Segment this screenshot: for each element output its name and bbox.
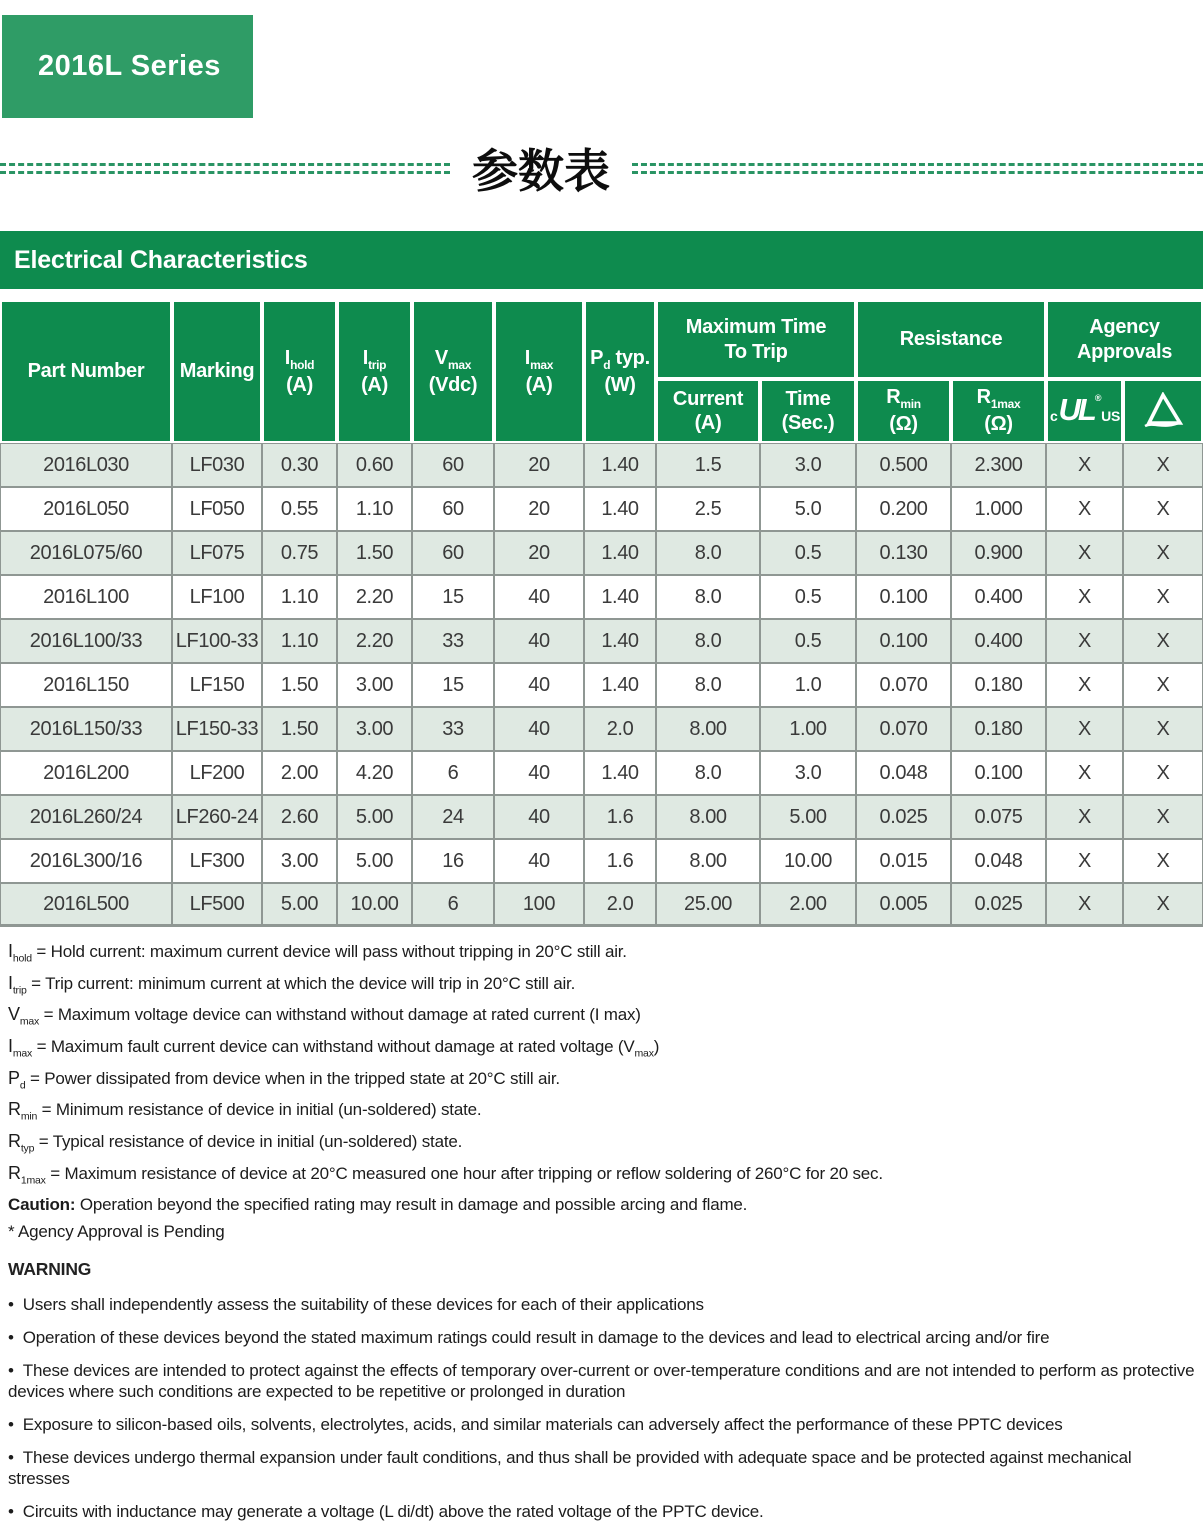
cell-approval-triangle: X	[1123, 575, 1203, 619]
cell-p-d-typ: 1.40	[584, 487, 656, 531]
table-row	[0, 839, 1203, 883]
cell-approval-triangle: X	[1123, 883, 1203, 927]
warning-bullet: • Operation of these devices beyond the stated maximum ratings could result in damage to the devices and lead to electrical arcing and/or fire	[8, 1327, 1050, 1347]
table-row	[0, 663, 1203, 707]
cell-v-max: 15	[412, 663, 494, 707]
cell-v-max: 16	[412, 839, 494, 883]
cell-trip-time: 5.0	[760, 487, 856, 531]
cell-r-1max: 0.048	[951, 839, 1046, 883]
note-line: $I_{trip}$ = Trip current: minimum current at which the device will trip in 20°C still air.	[8, 972, 576, 997]
cell-part-number: 2016L200	[0, 751, 172, 795]
cell-i-max: 40	[494, 839, 584, 883]
cell-trip-current: 8.00	[656, 839, 760, 883]
cell-trip-current: 1.5	[656, 443, 760, 487]
col-header-trip-current: Current (A)	[656, 379, 760, 443]
cell-p-d-typ: 2.0	[584, 883, 656, 927]
col-header-part-number: Part Number	[0, 300, 172, 443]
section-title: Electrical Characteristics	[14, 245, 308, 274]
cell-p-d-typ: 1.40	[584, 619, 656, 663]
table-row	[0, 707, 1203, 751]
cell-trip-time: 0.5	[760, 619, 856, 663]
bullet-icon: •	[8, 1502, 14, 1522]
cell-i-hold: 5.00	[262, 883, 337, 927]
col-header-marking: Marking	[172, 300, 262, 443]
cell-i-hold: 1.10	[262, 619, 337, 663]
bullet-icon: •	[8, 1448, 14, 1468]
cell-i-trip: 5.00	[337, 839, 412, 883]
note-line: $I_{max}$ = Maximum fault current device can withstand without damage at rated voltage $(V_{max})$	[8, 1036, 660, 1060]
note-symbol: $P_d$	[8, 1067, 26, 1092]
cell-approval-triangle: X	[1123, 663, 1203, 707]
warning-bullet: • These devices are intended to protect against the effects of temporary over-current or over-temperature conditions and are not intended to perform as protective devices where such conditions are expected to be repetitive or prolonged in duration	[8, 1360, 1195, 1402]
cell-trip-current: 8.0	[656, 619, 760, 663]
table-row	[0, 751, 1203, 795]
cell-p-d-typ: 1.40	[584, 575, 656, 619]
note-symbol: $R_{1max}$	[8, 1162, 46, 1187]
cell-trip-time: 1.0	[760, 663, 856, 707]
cell-i-max: 40	[494, 751, 584, 795]
cell-marking: LF075	[172, 531, 262, 575]
cell-v-max: 60	[412, 487, 494, 531]
cell-trip-time: 10.00	[760, 839, 856, 883]
cell-trip-current: 8.00	[656, 795, 760, 839]
cell-i-trip: 2.20	[337, 575, 412, 619]
cell-r-1max: 0.900	[951, 531, 1046, 575]
cell-trip-current: 2.5	[656, 487, 760, 531]
triangle-cert-icon	[1140, 392, 1186, 430]
cell-marking: LF100-33	[172, 619, 262, 663]
cell-i-max: 40	[494, 707, 584, 751]
cell-trip-current: 8.00	[656, 707, 760, 751]
table-row	[0, 883, 1203, 927]
cell-approval-triangle: X	[1123, 619, 1203, 663]
cell-i-trip: 3.00	[337, 707, 412, 751]
cell-r-1max: 0.075	[951, 795, 1046, 839]
cell-trip-time: 1.00	[760, 707, 856, 751]
cell-r-min: 0.070	[856, 663, 951, 707]
cell-r-1max: 0.180	[951, 663, 1046, 707]
col-header-cul-us	[1046, 379, 1123, 443]
series-title-box	[2, 15, 253, 118]
note-line: $V_{max}$ = Maximum voltage device can withstand without damage at rated current (I max)	[8, 1004, 641, 1028]
cell-r-1max: 0.400	[951, 575, 1046, 619]
warning-bullet: • Circuits with inductance may generate a voltage (L di/dt) above the rated voltage of the PPTC device.	[8, 1502, 764, 1522]
cell-r-min: 0.130	[856, 531, 951, 575]
cell-part-number: 2016L260/24	[0, 795, 172, 839]
cell-part-number: 2016L075/60	[0, 531, 172, 575]
cell-r-min: 0.100	[856, 575, 951, 619]
cell-v-max: 6	[412, 751, 494, 795]
cell-marking: LF300	[172, 839, 262, 883]
note-line: $I_{hold}$ = Hold current: maximum current device will pass without tripping in 20°C still air.	[8, 941, 627, 965]
table-row	[0, 575, 1203, 619]
note-symbol: $R_{typ}$	[8, 1131, 35, 1155]
cell-r-1max: 2.300	[951, 443, 1046, 487]
footnotes	[8, 941, 1203, 1243]
warning-bullet: • These devices undergo thermal expansion under fault conditions, and thus shall be provided with adequate space and be protected against mechanical stresses	[8, 1448, 1132, 1489]
cell-i-hold: 1.10	[262, 575, 337, 619]
cell-i-max: 100	[494, 883, 584, 927]
warning-title: WARNING	[8, 1258, 92, 1279]
col-header-p-d-typ: $P_d$ typ. (W)	[584, 300, 656, 443]
cell-r-min: 0.005	[856, 883, 951, 927]
cell-marking: LF500	[172, 883, 262, 927]
table-row	[0, 795, 1203, 839]
group-header-max-time-to-trip: Maximum Time To Trip	[656, 300, 856, 379]
table-row	[0, 487, 1203, 531]
cell-v-max: 24	[412, 795, 494, 839]
cell-r-1max: 0.100	[951, 751, 1046, 795]
table-row	[0, 531, 1203, 575]
cell-approval-triangle: X	[1123, 839, 1203, 883]
cell-marking: LF030	[172, 443, 262, 487]
cell-marking: LF200	[172, 751, 262, 795]
group-header-agency-approvals: Agency Approvals	[1046, 300, 1203, 379]
warning-bullet: • Exposure to silicon-based oils, solvents, electrolytes, acids, and similar materials can adversely affect the performance of these PPTC devices	[8, 1415, 1063, 1435]
caution-note: Caution: Operation beyond the specified rating may result in damage and possible arcing and flame.	[8, 1194, 748, 1214]
note-line: $R_{typ}$ = Typical resistance of device in initial (un-soldered) state.	[8, 1131, 463, 1155]
cell-trip-time: 3.0	[760, 751, 856, 795]
cell-r-1max: 0.025	[951, 883, 1046, 927]
cell-i-hold: 0.55	[262, 487, 337, 531]
cell-i-trip: 3.00	[337, 663, 412, 707]
electrical-characteristics-table	[0, 300, 1203, 927]
cell-p-d-typ: 1.6	[584, 795, 656, 839]
cell-i-trip: 2.20	[337, 619, 412, 663]
cell-part-number: 2016L100/33	[0, 619, 172, 663]
table-body	[0, 443, 1203, 927]
cell-approval-cul-us: X	[1046, 883, 1123, 927]
cell-r-min: 0.100	[856, 619, 951, 663]
datasheet-page	[0, 15, 1203, 1522]
cell-marking: LF150	[172, 663, 262, 707]
cell-approval-cul-us: X	[1046, 575, 1123, 619]
cell-i-trip: 0.60	[337, 443, 412, 487]
col-header-i-max: $I_{max}$ (A)	[494, 300, 584, 443]
cell-i-trip: 5.00	[337, 795, 412, 839]
cell-trip-time: 3.0	[760, 443, 856, 487]
cell-i-hold: 3.00	[262, 839, 337, 883]
cell-approval-cul-us: X	[1046, 795, 1123, 839]
cell-trip-current: 8.0	[656, 575, 760, 619]
cell-marking: LF100	[172, 575, 262, 619]
series-title: 2016L Series	[38, 50, 221, 82]
cell-approval-triangle: X	[1123, 795, 1203, 839]
warning-bullet: • Users shall independently assess the suitability of these devices for each of their applications	[8, 1294, 704, 1314]
note-symbol: $V_{max}$	[8, 1004, 40, 1028]
cell-marking: LF260-24	[172, 795, 262, 839]
cell-approval-triangle: X	[1123, 751, 1203, 795]
cell-v-max: 15	[412, 575, 494, 619]
cell-v-max: 33	[412, 619, 494, 663]
cell-r-1max: 1.000	[951, 487, 1046, 531]
cell-r-min: 0.070	[856, 707, 951, 751]
cell-r-min: 0.048	[856, 751, 951, 795]
bullet-icon: •	[8, 1360, 14, 1380]
col-header-i-trip: $I_{trip}$ (A)	[337, 300, 412, 443]
cell-i-hold: 2.00	[262, 751, 337, 795]
cell-i-trip: 1.50	[337, 531, 412, 575]
note-symbol: $I_{trip}$	[8, 972, 27, 997]
chinese-section-title: 参数表	[472, 144, 610, 198]
cell-i-max: 40	[494, 795, 584, 839]
cell-part-number: 2016L100	[0, 575, 172, 619]
col-header-r-min: $R_{min}$ (Ω)	[856, 379, 951, 443]
cell-r-min: 0.025	[856, 795, 951, 839]
cell-part-number: 2016L150/33	[0, 707, 172, 751]
cell-trip-current: 8.0	[656, 531, 760, 575]
cell-approval-cul-us: X	[1046, 619, 1123, 663]
notes-list	[8, 941, 1203, 1187]
cell-approval-cul-us: X	[1046, 443, 1123, 487]
cell-i-hold: 1.50	[262, 663, 337, 707]
bullet-icon: •	[8, 1327, 14, 1347]
cell-p-d-typ: 1.40	[584, 663, 656, 707]
section-divider	[0, 136, 1203, 200]
cell-v-max: 33	[412, 707, 494, 751]
group-header-resistance: Resistance	[856, 300, 1046, 379]
note-line: $R_{1max}$ = Maximum resistance of device at 20°C measured one hour after tripping or reflow soldering of 260°C for 20 sec.	[8, 1162, 883, 1187]
cell-trip-time: 2.00	[760, 883, 856, 927]
dashed-line-right	[632, 163, 1203, 174]
agency-pending-note: * Agency Approval is Pending	[8, 1222, 225, 1242]
col-header-triangle-cert	[1123, 379, 1203, 443]
cell-v-max: 6	[412, 883, 494, 927]
cell-i-max: 40	[494, 575, 584, 619]
cell-marking: LF050	[172, 487, 262, 531]
cell-approval-cul-us: X	[1046, 707, 1123, 751]
dashed-line-left	[0, 163, 450, 174]
cell-i-hold: 2.60	[262, 795, 337, 839]
cell-p-d-typ: 1.40	[584, 751, 656, 795]
cul-us-logo-icon: c UL ® US	[1050, 392, 1121, 428]
cell-p-d-typ: 1.6	[584, 839, 656, 883]
cell-i-hold: 1.50	[262, 707, 337, 751]
cell-v-max: 60	[412, 443, 494, 487]
cell-i-max: 20	[494, 531, 584, 575]
cell-marking: LF150-33	[172, 707, 262, 751]
cell-p-d-typ: 2.0	[584, 707, 656, 751]
cell-trip-time: 0.5	[760, 531, 856, 575]
cell-r-min: 0.500	[856, 443, 951, 487]
section-header-bar	[0, 231, 1203, 289]
note-symbol: $I_{hold}$	[8, 941, 32, 965]
cell-approval-cul-us: X	[1046, 751, 1123, 795]
note-symbol: $I_{max}$	[8, 1036, 33, 1060]
cell-part-number: 2016L500	[0, 883, 172, 927]
cell-i-trip: 10.00	[337, 883, 412, 927]
cell-part-number: 2016L030	[0, 443, 172, 487]
col-header-v-max: $V_{max}$ (Vdc)	[412, 300, 494, 443]
cell-approval-triangle: X	[1123, 443, 1203, 487]
col-header-r-1max: $R_{1max}$ (Ω)	[951, 379, 1046, 443]
cell-i-max: 40	[494, 663, 584, 707]
cell-part-number: 2016L050	[0, 487, 172, 531]
cell-approval-triangle: X	[1123, 707, 1203, 751]
note-line: $R_{min}$ = Minimum resistance of device in initial (un-soldered) state.	[8, 1099, 482, 1124]
bullet-icon: •	[8, 1294, 14, 1314]
cell-part-number: 2016L300/16	[0, 839, 172, 883]
cell-approval-cul-us: X	[1046, 531, 1123, 575]
cell-i-hold: 0.75	[262, 531, 337, 575]
cell-approval-cul-us: X	[1046, 663, 1123, 707]
cell-i-max: 40	[494, 619, 584, 663]
cell-trip-current: 25.00	[656, 883, 760, 927]
cell-part-number: 2016L150	[0, 663, 172, 707]
col-header-trip-time: Time (Sec.)	[760, 379, 856, 443]
table-row	[0, 443, 1203, 487]
cell-r-min: 0.015	[856, 839, 951, 883]
cell-r-min: 0.200	[856, 487, 951, 531]
cell-r-1max: 0.180	[951, 707, 1046, 751]
cell-i-max: 20	[494, 487, 584, 531]
cell-v-max: 60	[412, 531, 494, 575]
cell-p-d-typ: 1.40	[584, 443, 656, 487]
cell-i-trip: 1.10	[337, 487, 412, 531]
cell-r-1max: 0.400	[951, 619, 1046, 663]
note-line: $P_d$ = Power dissipated from device when in the tripped state at 20°C still air.	[8, 1067, 560, 1092]
cell-trip-current: 8.0	[656, 751, 760, 795]
cell-i-hold: 0.30	[262, 443, 337, 487]
col-header-i-hold: $I_{hold}$ (A)	[262, 300, 337, 443]
table-row	[0, 619, 1203, 663]
warning-list	[8, 1294, 1203, 1522]
table-header	[0, 300, 1203, 443]
cell-trip-time: 0.5	[760, 575, 856, 619]
cell-i-trip: 4.20	[337, 751, 412, 795]
bullet-icon: •	[8, 1415, 14, 1435]
note-symbol: $R_{min}$	[8, 1099, 38, 1124]
cell-p-d-typ: 1.40	[584, 531, 656, 575]
cell-approval-cul-us: X	[1046, 487, 1123, 531]
cell-approval-triangle: X	[1123, 531, 1203, 575]
cell-approval-cul-us: X	[1046, 839, 1123, 883]
cell-trip-time: 5.00	[760, 795, 856, 839]
cell-i-max: 20	[494, 443, 584, 487]
cell-approval-triangle: X	[1123, 487, 1203, 531]
cell-trip-current: 8.0	[656, 663, 760, 707]
